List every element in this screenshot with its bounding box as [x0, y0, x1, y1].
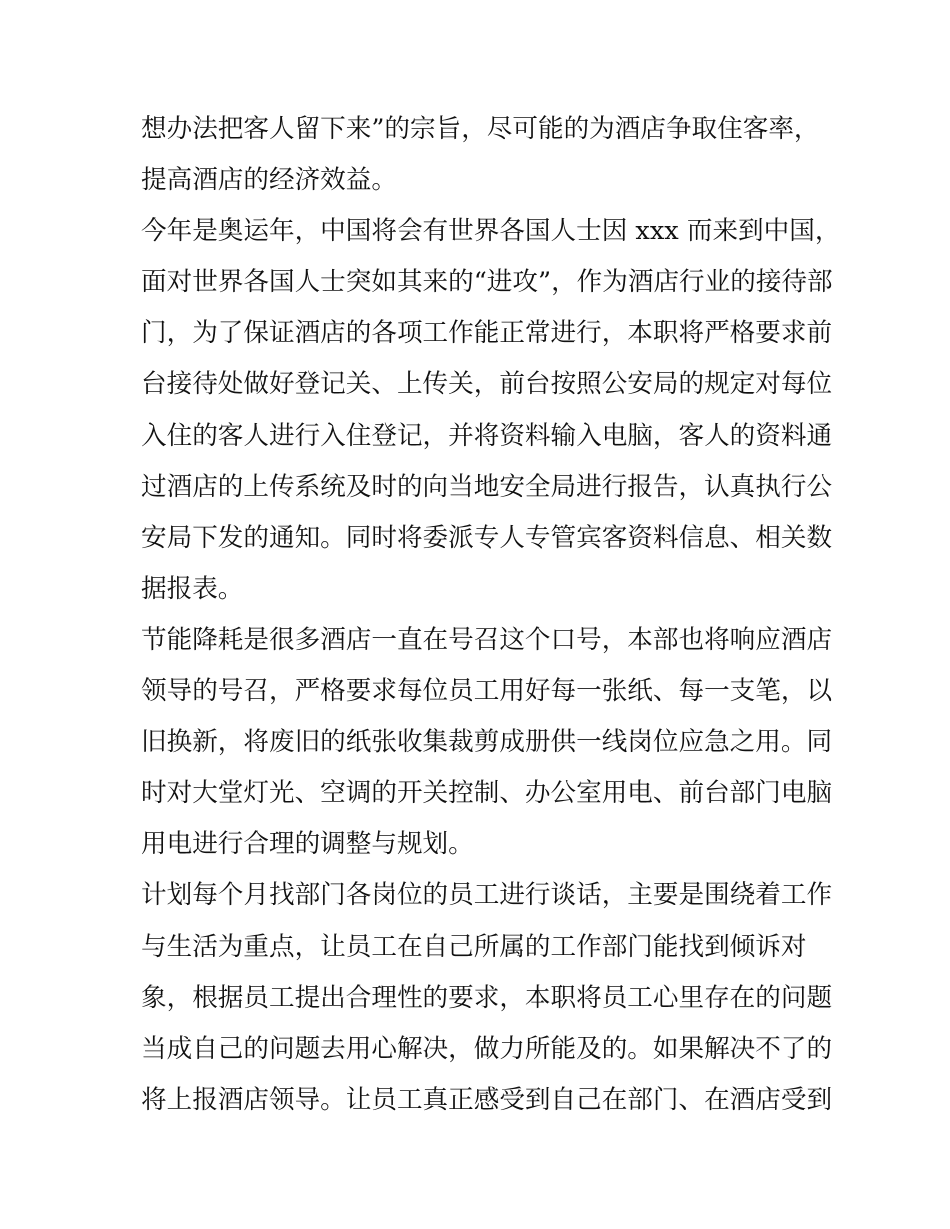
text-line: 过酒店的上传系统及时的向当地安全局进行报告，认真执行公	[141, 471, 833, 502]
text-line: 面对世界各国人士突如其来的“进攻”，作为酒店行业的接待部	[141, 267, 833, 298]
text-line: 提高酒店的经济效益。	[141, 165, 397, 196]
text-line: 领导的号召，严格要求每位员工用好每一张纸、每一支笔，以	[141, 676, 833, 707]
text-line: 想办法把客人留下来”的宗旨，尽可能的为酒店争取住客率，	[141, 114, 820, 144]
paragraph	[141, 104, 831, 206]
text-line: 将上报酒店领导。让员工真正感受到自己在部门、在酒店受到	[141, 1084, 833, 1115]
text-line: 今年是奥运年，中国将会有世界各国人士因 xxx 而来到中国，	[141, 216, 841, 247]
text-line: 时对大堂灯光、空调的开关控制、办公室用电、前台部门电脑	[141, 778, 833, 809]
text-line: 台接待处做好登记关、上传关，前台按照公安局的规定对每位	[141, 369, 833, 400]
text-line: 据报表。	[141, 573, 244, 604]
text-line: 门，为了保证酒店的各项工作能正常进行，本职将严格要求前	[141, 318, 833, 349]
text-line: 旧换新，将废旧的纸张收集裁剪成册供一线岗位应急之用。同	[141, 727, 833, 758]
text-line: 计划每个月找部门各岗位的员工进行谈话，主要是围绕着工作	[141, 880, 833, 911]
text-line: 节能降耗是很多酒店一直在号召这个口号，本部也将响应酒店	[141, 624, 833, 655]
text-line: 安局下发的通知。同时将委派专人专管宾客资料信息、相关数	[141, 522, 833, 553]
paragraph	[141, 615, 831, 870]
paragraph	[141, 206, 841, 615]
text-line: 用电进行合理的调整与规划。	[141, 829, 474, 860]
paragraph	[141, 870, 831, 1125]
document-body	[141, 104, 841, 1126]
text-line: 入住的客人进行入住登记，并将资料输入电脑，客人的资料通	[141, 420, 833, 451]
text-line: 象，根据员工提出合理性的要求，本职将员工心里存在的问题	[141, 982, 833, 1013]
text-line: 与生活为重点，让员工在自己所属的工作部门能找到倾诉对	[141, 931, 807, 962]
text-line: 当成自己的问题去用心解决，做力所能及的。如果解决不了的	[141, 1033, 833, 1064]
